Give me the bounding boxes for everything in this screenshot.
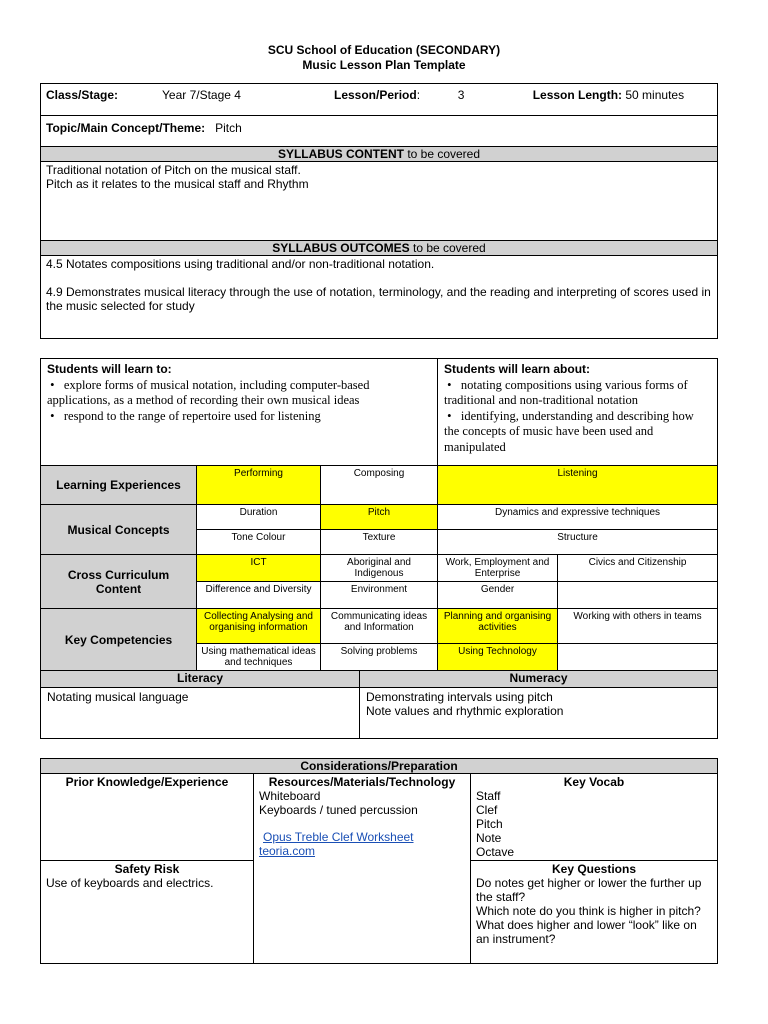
- topic-value: Pitch: [215, 121, 242, 135]
- technology-cell: Using Technology: [438, 644, 558, 671]
- solving-cell: Solving problems: [321, 644, 438, 671]
- vocab-item: Octave: [476, 845, 515, 859]
- key-vocab-cell: [471, 774, 718, 861]
- outcome-item: 4.5 Notates compositions using traditional and/or non-traditional notation.: [46, 257, 435, 271]
- topic-label: Topic/Main Concept/Theme:: [46, 121, 206, 135]
- learn-to-item: • respond to the range of repertoire used for listening: [47, 408, 321, 423]
- learning-experiences-label: Learning Experiences: [41, 466, 197, 505]
- considerations-heading: Considerations/Preparation: [41, 759, 718, 774]
- length-label: Lesson Length:: [532, 88, 623, 102]
- resources-heading: Resources/Materials/Technology: [268, 775, 456, 789]
- civics-cell: Civics and Citizenship: [558, 555, 718, 582]
- syllabus-content-body: [41, 162, 718, 241]
- class-value: Year 7/Stage 4: [162, 88, 241, 102]
- learn-about-cell: [438, 359, 718, 466]
- communicating-cell: Communicating ideas and Information: [321, 609, 438, 644]
- learn-to-cell: [41, 359, 438, 466]
- difference-cell: Difference and Diversity: [197, 582, 321, 609]
- teoria-link[interactable]: teoria.com: [259, 844, 316, 858]
- duration-cell: Duration: [197, 505, 321, 530]
- cross-curriculum-label: Cross Curriculum Content: [41, 555, 197, 609]
- resources-cell: [254, 774, 471, 964]
- listening-cell: Listening: [438, 466, 718, 505]
- empty-cell: [558, 644, 718, 671]
- learn-about-item: • identifying, understanding and describing how the concepts of music have been used and manipulated: [444, 408, 694, 454]
- gender-cell: Gender: [438, 582, 558, 609]
- topic-row: [41, 116, 718, 147]
- mathematical-cell: Using mathematical ideas and techniques: [197, 644, 321, 671]
- learn-about-text: identifying, understanding and describing how the concepts of music have been used and manipulated: [444, 408, 694, 454]
- learn-to-text: explore forms of musical notation, including computer-based applications, as a method of recording their own musical ideas: [47, 377, 370, 407]
- document-title: SCU School of Education (SECONDARY): [267, 43, 501, 57]
- lesson-value: 3: [457, 88, 465, 102]
- key-competencies-label: Key Competencies: [41, 609, 197, 671]
- working-cell: Working with others in teams: [558, 609, 718, 644]
- lesson-colon: :: [416, 88, 421, 102]
- content-line: Traditional notation of Pitch on the musical staff.: [46, 163, 301, 177]
- outcome-item: 4.9 Demonstrates musical literacy through the use of notation, terminology, and the reading and interpreting of scores used in the music selected for study: [46, 285, 711, 313]
- class-row: [41, 84, 718, 116]
- vocab-item: Pitch: [476, 817, 503, 831]
- collecting-cell: Collecting Analysing and organising information: [197, 609, 321, 644]
- learn-about-text: notating compositions using various forms of traditional and non-traditional notation: [444, 377, 688, 407]
- learn-about-heading: Students will learn about:: [444, 362, 591, 376]
- learning-grid-table: [40, 358, 718, 739]
- safety-risk-value: Use of keyboards and electrics.: [46, 876, 214, 890]
- planning-cell: Planning and organising activities: [438, 609, 558, 644]
- learn-to-text: respond to the range of repertoire used for listening: [63, 408, 321, 423]
- numeracy-line: Note values and rhythmic exploration: [366, 704, 564, 718]
- work-cell: Work, Employment and Enterprise: [438, 555, 558, 582]
- syllabus-outcomes-title: SYLLABUS OUTCOMES: [272, 241, 410, 255]
- prior-knowledge-cell: [41, 774, 254, 861]
- syllabus-outcomes-body: [41, 256, 718, 339]
- class-label: Class/Stage:: [46, 88, 119, 102]
- lesson-info-table: [40, 83, 718, 339]
- syllabus-content-heading: [41, 147, 718, 162]
- structure-cell: Structure: [438, 530, 718, 555]
- pitch-cell: Pitch: [321, 505, 438, 530]
- key-question: What does higher and lower “look” like on an instrument?: [476, 918, 697, 946]
- musical-concepts-label: Musical Concepts: [41, 505, 197, 555]
- tone-colour-cell: Tone Colour: [197, 530, 321, 555]
- considerations-table: [40, 758, 718, 964]
- safety-risk-heading: Safety Risk: [114, 862, 180, 876]
- numeracy-cell: [360, 688, 718, 739]
- resource-item: Keyboards / tuned percussion: [259, 803, 418, 817]
- literacy-value: Notating musical language: [47, 690, 189, 704]
- environment-cell: Environment: [321, 582, 438, 609]
- safety-risk-cell: [41, 861, 254, 964]
- texture-cell: Texture: [321, 530, 438, 555]
- learn-to-item: • explore forms of musical notation, including computer-based applications, as a method of recording their own musical ideas: [47, 377, 370, 407]
- vocab-item: Clef: [476, 803, 498, 817]
- empty-cell: [558, 582, 718, 609]
- key-question: Do notes get higher or lower the further up the staff?: [476, 876, 702, 904]
- aboriginal-cell: Aboriginal and Indigenous: [321, 555, 438, 582]
- numeracy-line: Demonstrating intervals using pitch: [366, 690, 553, 704]
- prior-knowledge-heading: Prior Knowledge/Experience: [65, 775, 229, 789]
- composing-cell: Composing: [321, 466, 438, 505]
- key-vocab-heading: Key Vocab: [563, 775, 625, 789]
- vocab-item: Staff: [476, 789, 501, 803]
- dynamics-cell: Dynamics and expressive techniques: [438, 505, 718, 530]
- lesson-label: Lesson/Period: [334, 88, 417, 102]
- syllabus-content-suffix: to be covered: [407, 147, 481, 161]
- content-line: Pitch as it relates to the musical staff and Rhythm: [46, 177, 309, 191]
- length-value: 50 minutes: [625, 88, 685, 102]
- literacy-cell: [41, 688, 360, 739]
- key-question: Which note do you think is higher in pitch?: [476, 904, 701, 918]
- document-subtitle: Music Lesson Plan Template: [302, 58, 466, 72]
- syllabus-outcomes-heading: [41, 241, 718, 256]
- learn-about-item: • notating compositions using various forms of traditional and non-traditional notation: [444, 377, 688, 407]
- vocab-item: Note: [476, 831, 502, 845]
- numeracy-heading: Numeracy: [360, 671, 718, 688]
- syllabus-content-title: SYLLABUS CONTENT: [277, 147, 404, 161]
- literacy-heading: Literacy: [41, 671, 360, 688]
- ict-cell: ICT: [197, 555, 321, 582]
- key-questions-heading: Key Questions: [551, 862, 637, 876]
- opus-worksheet-link[interactable]: Opus Treble Clef Worksheet: [263, 830, 414, 844]
- syllabus-outcomes-suffix: to be covered: [412, 241, 486, 255]
- learn-to-heading: Students will learn to:: [47, 362, 172, 376]
- performing-cell: Performing: [197, 466, 321, 505]
- resource-item: Whiteboard: [259, 789, 321, 803]
- key-questions-cell: [471, 861, 718, 964]
